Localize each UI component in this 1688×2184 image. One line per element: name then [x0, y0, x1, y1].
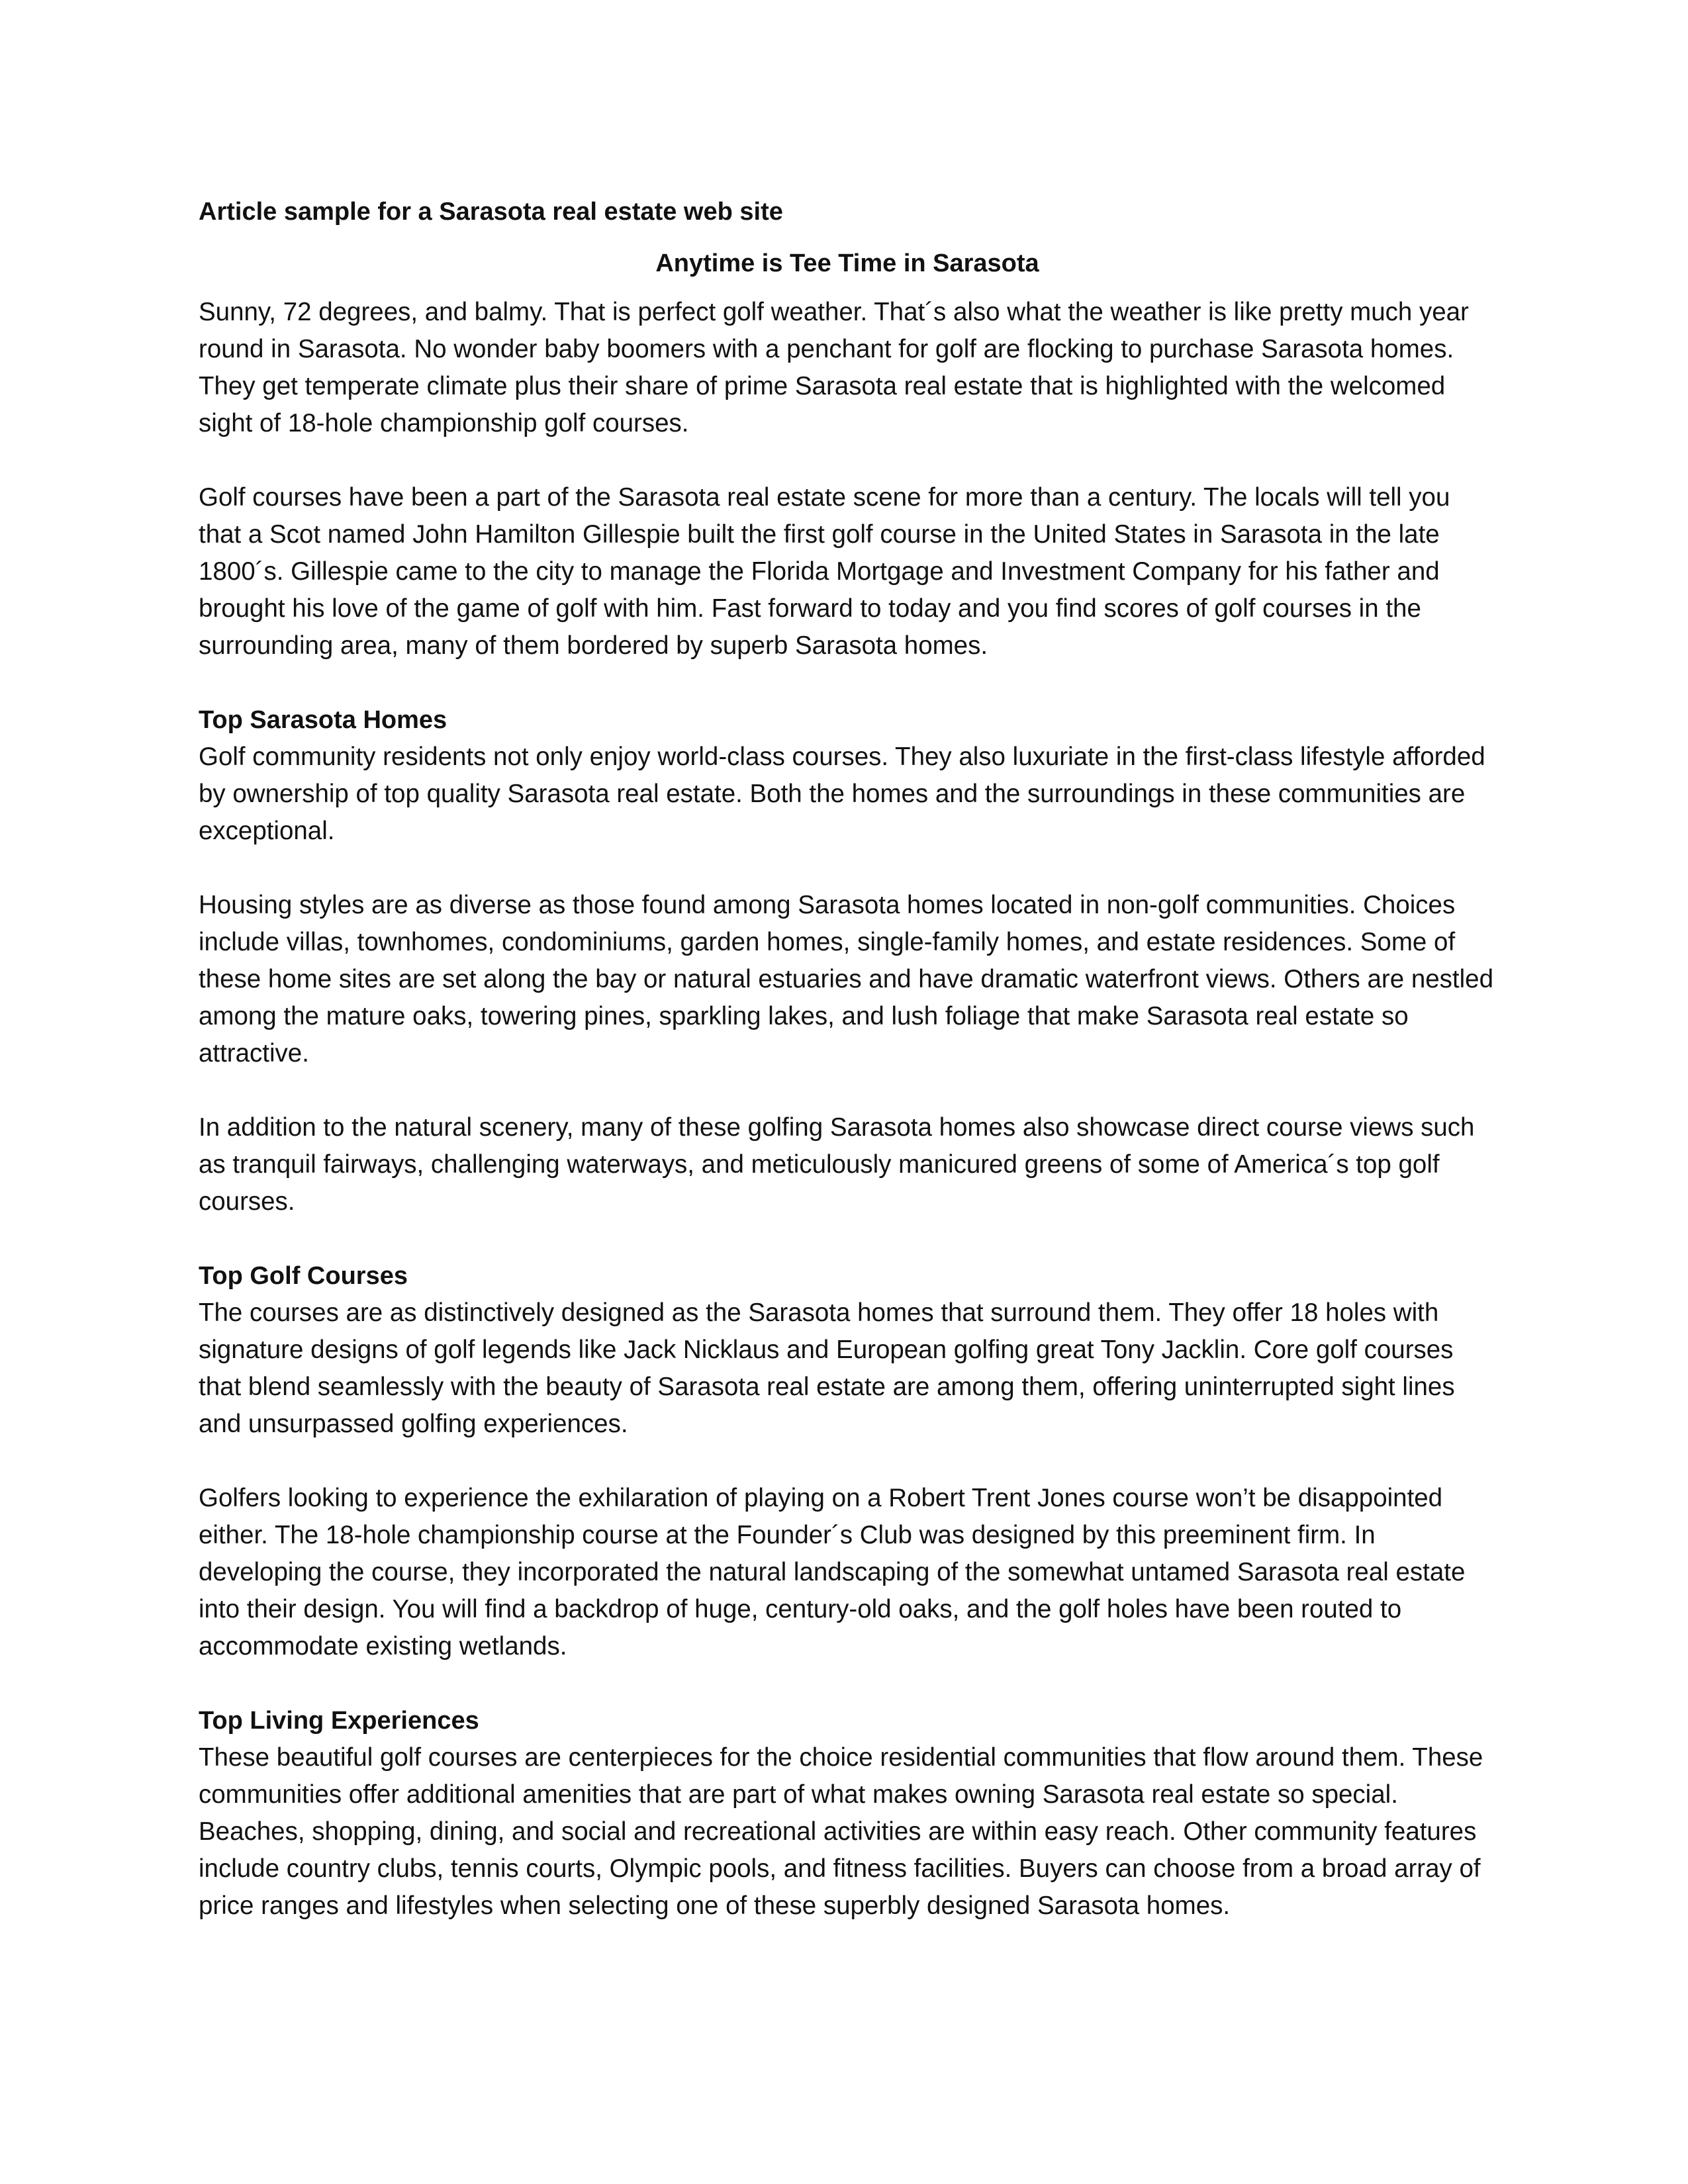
section-paragraph: These beautiful golf courses are centerpieces for the choice residential communities that flow around them. These communities offer additional amenities that are part of what makes owning Sarasota real estate so special. Beaches, shopping, dining, and social and recreational activities are within easy reach. Other community features include country clubs, tennis courts, Olympic pools, and fitness facilities. Buyers can choose from a broad array of price ranges and lifestyles when selecting one of these superbly designed Sarasota homes.: [199, 1743, 1483, 1920]
section-heading: Top Sarasota Homes: [199, 706, 447, 734]
section-paragraph: In addition to the natural scenery, many of these golfing Sarasota homes also showcase direct course views such as tranquil fairways, challenging waterways, and meticulously manicured greens of some of America´s top golf courses.: [199, 1113, 1475, 1216]
intro-paragraph: Golf courses have been a part of the Sarasota real estate scene for more than a century. The locals will tell you that a Scot named John Hamilton Gillespie built the first golf course in the United States in Sarasota in the late 1800´s. Gillespie came to the city to manage the Florida Mortgage and Investment Company for his father and brought his love of the game of golf with him. Fast forward to today and you find scores of golf courses in the surrounding area, many of them bordered by superb Sarasota homes.: [199, 483, 1450, 660]
section-paragraph: Golfers looking to experience the exhilaration of playing on a Robert Trent Jones course won’t be disappointed either. The 18-hole championship course at the Founder´s Club was designed by this preeminent firm. In developing the course, they incorporated the natural landscaping of the somewhat untamed Sarasota real estate into their design. You will find a backdrop of huge, century-old oaks, and the golf holes have been routed to accommodate existing wetlands.: [199, 1484, 1466, 1661]
document-page: [199, 193, 1496, 1962]
intro-paragraph: Sunny, 72 degrees, and balmy. That is perfect golf weather. That´s also what the weather is like pretty much year round in Sarasota. No wonder baby boomers with a penchant for golf are flocking to purchase Sarasota homes. They get temperate climate plus their share of prime Sarasota real estate that is highlighted with the welcomed sight of 18-hole championship golf courses.: [199, 298, 1469, 437]
section-heading: Top Golf Courses: [199, 1262, 408, 1290]
section-paragraph: Housing styles are as diverse as those found among Sarasota homes located in non-golf communities. Choices include villas, townhomes, condominiums, garden homes, single-family homes, and estate residences. Some of these home sites are set along the bay or natural estuaries and have dramatic waterfront views. Others are nestled among the mature oaks, towering pines, sparkling lakes, and lush foliage that make Sarasota real estate so attractive.: [199, 891, 1493, 1068]
article-title: Anytime is Tee Time in Sarasota: [655, 250, 1039, 277]
article-label: Article sample for a Sarasota real estate web site: [199, 198, 783, 226]
section-heading: Top Living Experiences: [199, 1707, 479, 1735]
section-paragraph: The courses are as distinctively designed as the Sarasota homes that surround them. They offer 18 holes with signature designs of golf legends like Jack Nicklaus and European golfing great Tony Jacklin. Core golf courses that blend seamlessly with the beauty of Sarasota real estate are among them, offering uninterrupted sight lines and unsurpassed golfing experiences.: [199, 1298, 1455, 1438]
section-paragraph: Golf community residents not only enjoy world-class courses. They also luxuriate in the first-class lifestyle afforded by ownership of top quality Sarasota real estate. Both the homes and the surroundings in these communities are exceptional.: [199, 743, 1485, 845]
